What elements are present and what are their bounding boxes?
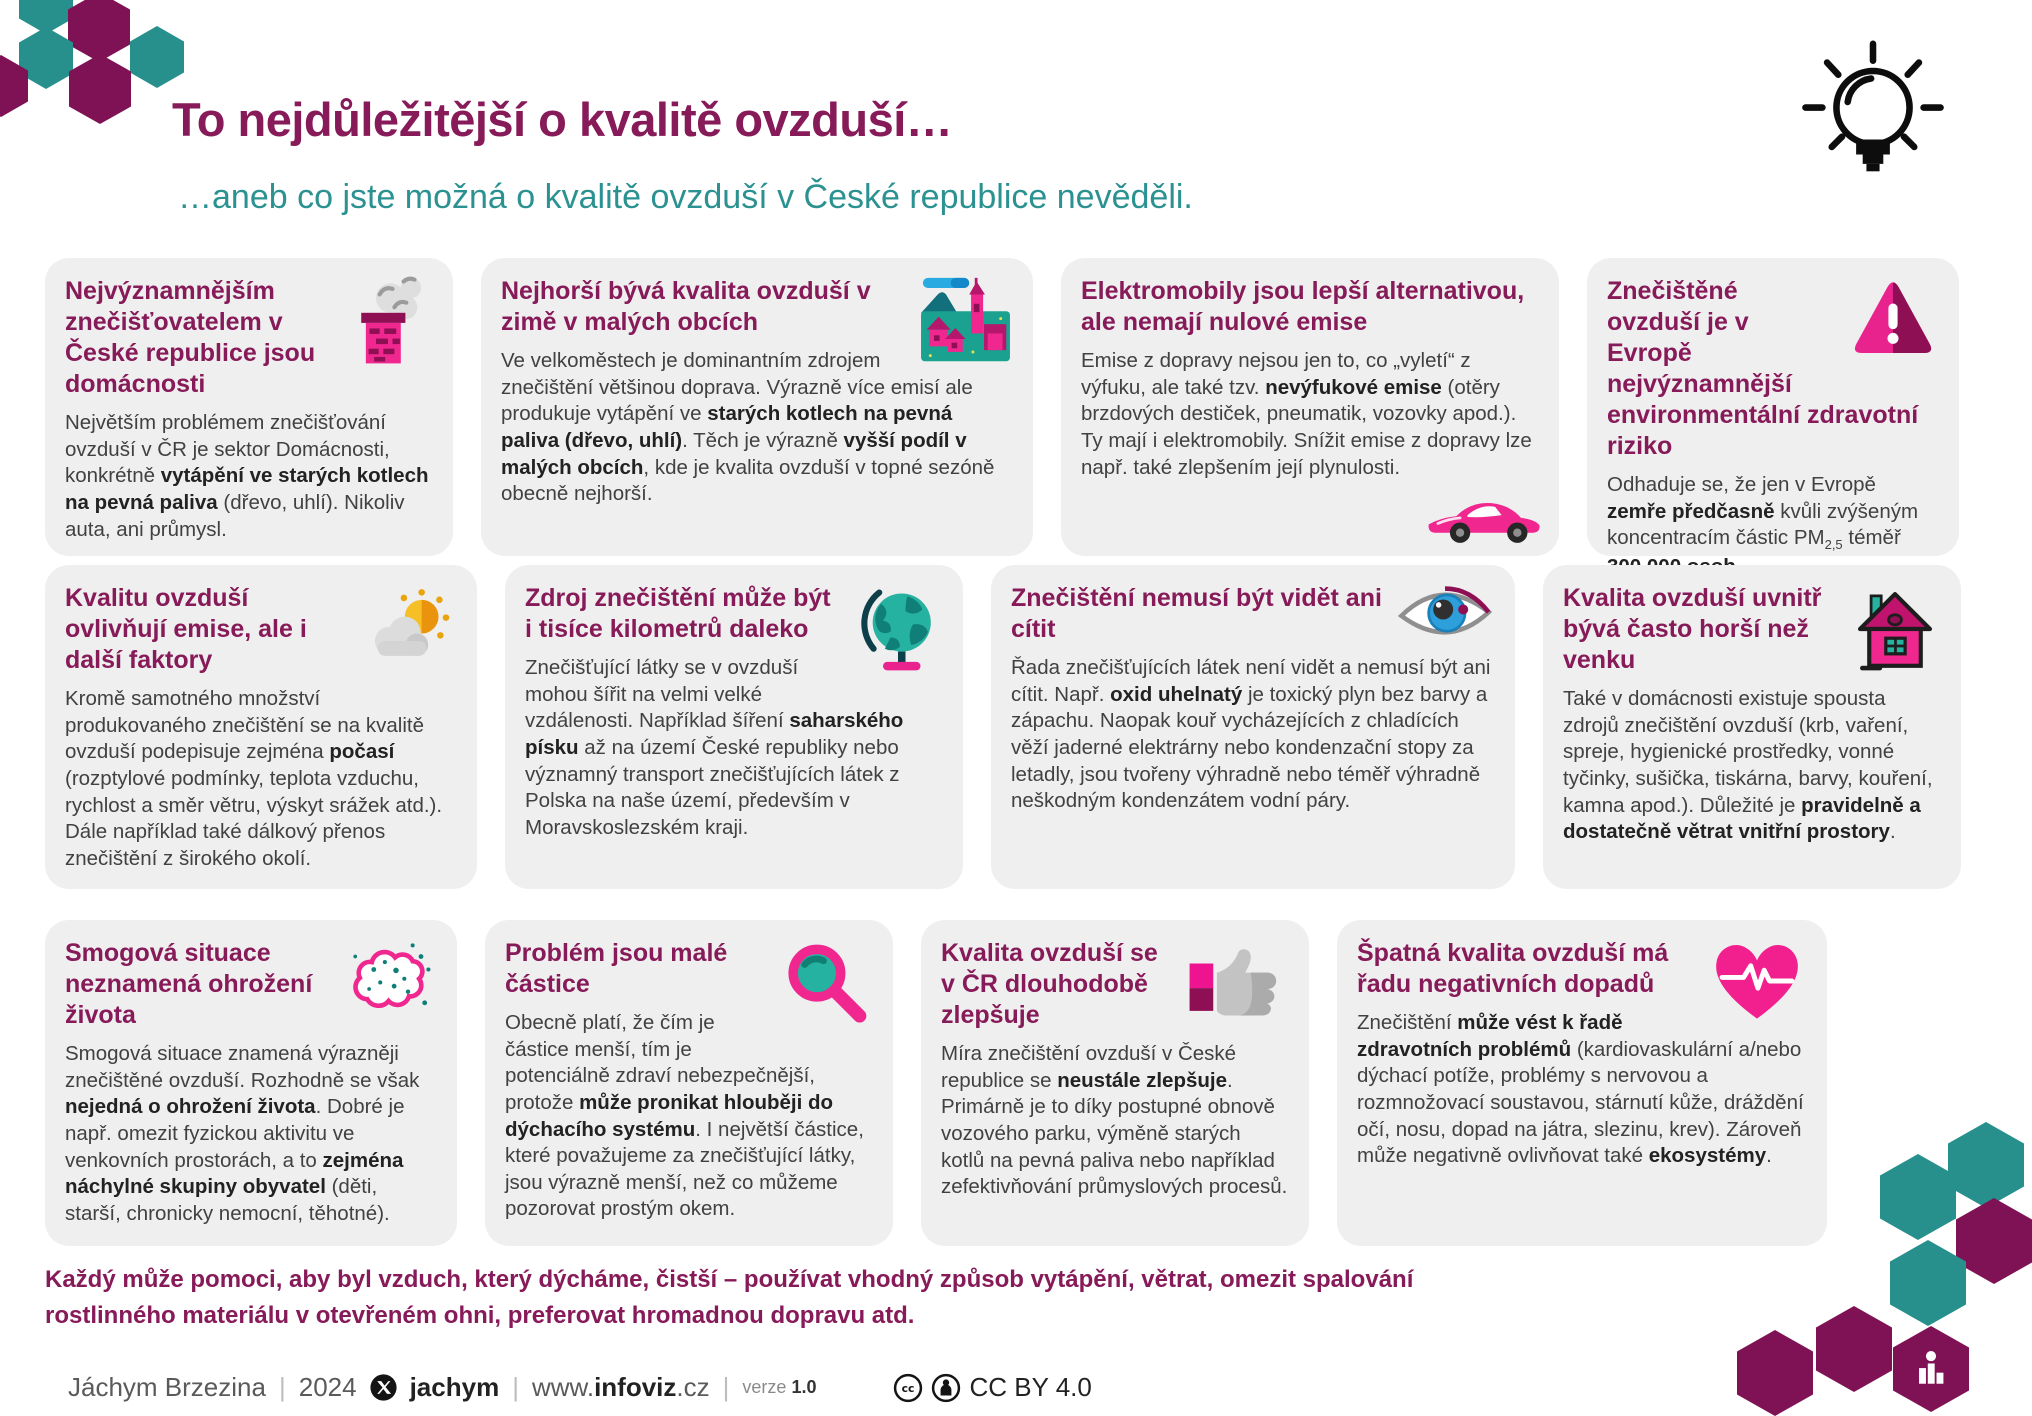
info-card [1587,258,1959,556]
house-icon [1849,583,1941,675]
smog-cloud-icon [342,938,437,1026]
hexagon [1948,1122,2024,1208]
hexagon [1880,1154,1956,1240]
card-title: Elektromobily jsou lepší alternativou, ale nemají nulové emise [1081,277,1525,336]
version-label: verze [742,1377,787,1397]
info-card [1337,920,1827,1246]
info-card [45,920,457,1246]
card-body: Smogová situace znamená výrazněji znečištěné ovzduší. Rozhodně se však nejedná o ohrožení života. Dobré je např. omezit fyzickou aktivitu ve venkovních prostorách, a to zejména náchylné skupiny obyvatel (děti, starší, chronicky nemocní, těhotné). [65,1042,420,1225]
license-group [893,1372,1091,1403]
license-label: CC BY 4.0 [969,1372,1092,1402]
attribution-person-icon [931,1373,961,1403]
heart-pulse-icon [1707,938,1807,1024]
card-body: Také v domácnosti existuje spousta zdrojů znečištění ovzduší (krb, vaření, spreje, hygienické prostředky, vonné tyčinky, sušička, tiskárna, barvy, kouření, kamna apod.). Důležité je pravidelně a dostatečně větrat vnitřní prostory. [1563,687,1933,844]
credit-separator: | [512,1372,519,1402]
website-name: infoviz [594,1372,677,1402]
card-title: Znečištění nemusí být vidět ani cítit [1011,584,1382,643]
magnifier-icon [778,938,873,1033]
cards-row-1 [45,258,1959,556]
village-icon [918,276,1013,364]
card-body: Emise z dopravy nejsou jen to, co „vyletí“ z výfuku, ale také tzv. nevýfukové emise (otěry brzdových destiček, pneumatik, vozovky apod.). Ty mají i elektromobily. Snížit emise z dopravy lze např. také zlepšením její plynulosti. [1081,349,1532,479]
card-body: Největším problémem znečišťování ovzduší v ČR je sektor Domácnosti, konkrétně vytápění ve starých kotlech na pevná paliva (dřevo, uhlí). Nikoliv auta, ani průmysl. [65,411,429,541]
credits-bar [68,1372,1092,1403]
card-title: Znečištěné ovzduší je v Evropě nejvýznamnější environmentální zdravotní riziko [1607,277,1919,460]
page-subtitle: …aneb co jste možná o kvalitě ovzduší v České republice nevěděli. [178,178,1193,216]
card-title: Smogová situace neznamená ohrožení života [65,939,313,1029]
version-text [742,1377,816,1398]
version-number: 1.0 [791,1377,817,1397]
infoviz-logo [1893,1326,1969,1412]
card-title: Kvalitu ovzduší ovlivňují emise, ale i další faktory [65,584,307,674]
card-body: Ve velkoměstech je dominantním zdrojem znečištění většinou doprava. Výrazně více emisí ale produkuje vytápění ve starých kotlech na pevná paliva (dřevo, uhlí). Těch je výrazně vyšší podíl v malých obcích, kde je kvalita ovzduší v topné sezóně obecně nejhorší. [501,349,995,506]
hexagon [1893,1326,1969,1412]
credit-separator: | [722,1372,730,1402]
website-www: www. [531,1372,595,1402]
hexagon [69,54,131,124]
credit-separator: | [278,1372,286,1402]
card-title: Zdroj znečištění může být i tisíce kilometrů daleko [525,584,831,643]
lightbulb-icon [1798,36,1948,201]
info-card [481,258,1033,556]
cc-icon [893,1373,923,1403]
info-card [505,565,963,889]
info-card [485,920,893,1246]
card-title: Nejhorší bývá kvalita ovzduší v zimě v malých obcích [501,277,871,336]
card-body: Odhaduje se, že jen v Evropě zemře předčasně kvůli zvýšeným koncentracím částic $PM_{2,5}$ téměř [1607,473,1919,553]
card-title: Kvalita ovzduší uvnitř bývá často horší než venku [1563,584,1822,674]
info-card [1543,565,1961,889]
chimney-smoke-icon [341,276,433,368]
website-tld: .cz [676,1372,710,1402]
warning-triangle-icon [1847,276,1939,364]
author-name: Jáchym Brzezina [68,1372,266,1402]
info-card [45,565,477,889]
page-title: To nejdůležitější o kvalitě ovzduší… [172,93,953,146]
x-logo-icon[interactable] [370,1374,397,1401]
thumbs-up-icon [1184,938,1289,1020]
sun-cloud-icon [362,583,457,669]
card-title: Kvalita ovzduší se v ČR dlouhodobě zlepšuje [941,939,1158,1029]
hexagon [1956,1198,2032,1284]
card-body: Kromě samotného množství produkovaného znečištění se na kvalitě ovzduší podepisuje zejména počasí (rozptylové podmínky, teplota vzduchu, rychlost a směr větru, výskyt srážek atd.). Dále například také dálkový přenos znečištění z širokého okolí. [65,687,443,870]
card-body: Míra znečištění ovzduší v České republice se neustále zlepšuje. Primárně je to díky postupné obnově vozového parku, výměně starých kotlů na pevná paliva nebo například zefektivňování průmyslových procesů. [941,1042,1288,1199]
card-body: Obecně platí, že čím je částice menší, tím je potenciálně zdraví nebezpečnější, protože může pronikat hlouběji do dýchacího systému. I největší částice, které považujeme za znečišťující látky, jsou výrazně menší, než co můžeme pozorovat prostým okem. [505,1011,864,1221]
info-card [991,565,1515,889]
electric-car-icon [1425,488,1545,546]
hexagon [1816,1306,1892,1392]
website-link[interactable] [532,1372,710,1403]
globe-icon [853,583,943,677]
x-handle[interactable]: jachym [409,1372,500,1402]
hexagon [130,26,184,88]
card-body: Znečišťující látky se v ovzduší mohou šířit na velmi velké vzdálenosti. Například šíření saharského písku až na území České republiky nebo významný transport znečišťujících látek z Polska na naše území, především v Moravskoslezském kraji. [525,656,904,839]
card-title: Nejvýznamnějším znečišťovatelem v České republice jsou domácnosti [65,277,316,398]
eye-icon [1395,583,1495,645]
footer-message: Každý může pomoci, aby byl vzduch, který dýcháme, čistší – používat vhodný způsob vytápění, větrat, omezit spalování rostlinného materiálu v otevřeném ohni, preferovat hromadnou dopravu atd. [45,1266,1414,1329]
hexagon [1890,1240,1966,1326]
card-title: Problém jsou malé částice [505,939,728,998]
svg-text:cc: cc [902,1381,915,1395]
info-card [921,920,1309,1246]
info-card [1061,258,1559,556]
hexagon [68,0,130,62]
cards-row-2 [45,565,1961,889]
card-body: Znečištění může vést k řadě zdravotních problémů (kardiovaskulární a/nebo dýchací potíže, problémy s nervovou a rozmnožovací soustavou, stárnutí kůže, dráždění očí, nosu, dopad na játra, slezinu, krev). Zároveň může negativně ovlivňovat také ekosystémy. [1357,1011,1804,1168]
cards-row-3 [45,920,1827,1246]
year-label: 2024 [298,1372,357,1402]
hexagon [1737,1330,1813,1416]
card-title: Špatná kvalita ovzduší má řadu negativních dopadů [1357,939,1669,998]
info-card [45,258,453,556]
card-body: Řada znečišťujících látek není vidět a nemusí být ani cítit. Např. oxid uhelnatý je toxický plyn bez barvy a zápachu. Naopak kouř vycházejících z chladících věží jaderné elektrárny nebo kondenzační stopy za letadly, jsou tvořeny výhradně nebo téměř výhradně neškodným kondenzátem vodní páry. [1011,656,1491,813]
